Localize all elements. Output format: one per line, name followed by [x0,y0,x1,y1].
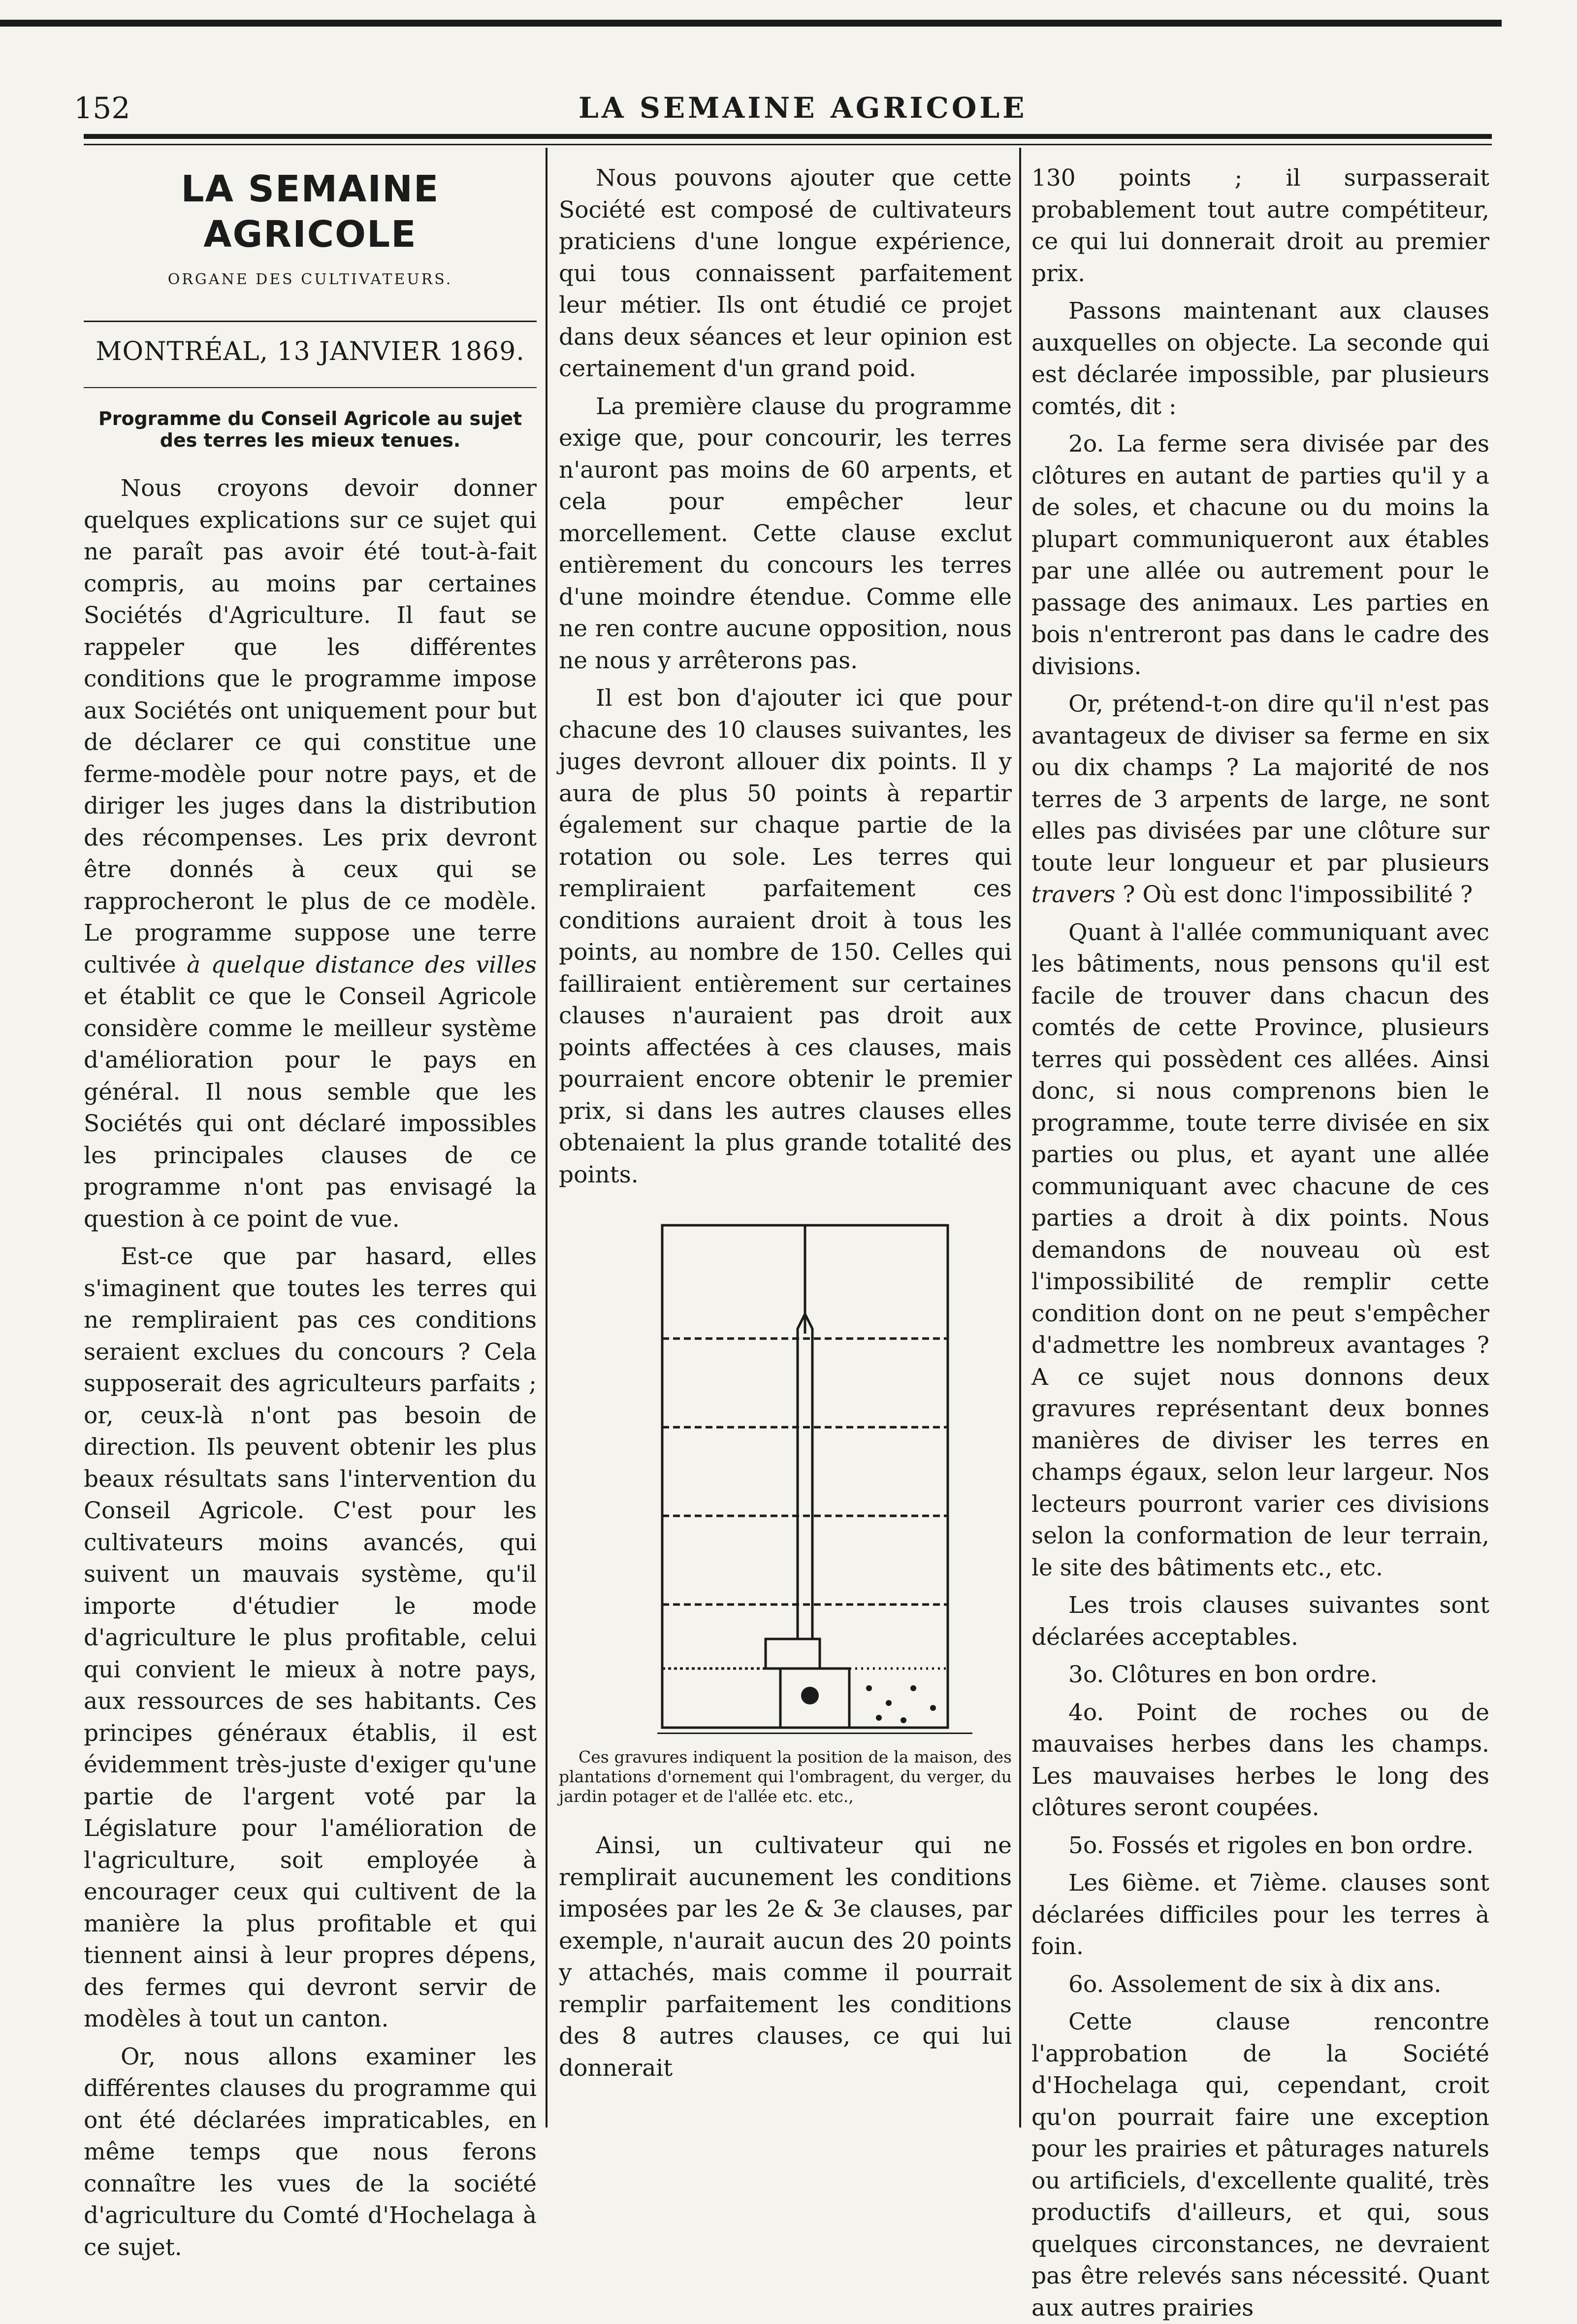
paragraph: 3o. Clôtures en bon ordre. [1068,1661,1378,1688]
column-3 [1031,163,1489,2322]
kitchen-garden [662,1669,780,1728]
paragraph: Les 6ième. et 7ième. clauses sont déclarées difficiles pour les terres à foin. [1031,1869,1489,1960]
figure-caption: Ces gravures indiquent la position de la maison, des plantations d'ornement qui l'ombragent, du verger, du jardin potager et de l'allée etc. etc., [559,1747,1012,1806]
paragraph: Ainsi, un cultivateur qui ne remplirait aucunement les conditions imposées par les 2e & 3e clauses, par exemple, n'aurait aucun des 20 points y attachés, mais comme il pourrait remplir parfaitement les conditions des 8 autres clauses, ce qui lui donnerait [559,1832,1012,2082]
paragraph: Or, prétend-t-on dire qu'il n'est pas avantageux de diviser sa ferme en six ou dix champs ? La majorité de nos terres de 3 arpents de large, ne sont elles pas divisées par une clôture sur toute leur longueur et par plusieurs travers ? Où est donc l'impossibilité ? [1031,690,1489,908]
paragraph: Quant à l'allée communiquant avec les bâtiments, nous pensons qu'il est facile de trouver dans chacun des comtés de cette Province, plusieurs terres qui possèdent ces allées. Ainsi donc, si nous comprenons bien le programme, toute terre divisée en six parties ou plus, et ayant une allée communiquant avec chacune de ces parties a droit à dix points. Nous demandons de nouveau où est l'impossibilité de remplir cette condition dont on ne peut s'empêcher d'admettre les nombreux avantages ? A ce sujet nous donnons deux gravures représentant deux bonnes manières de diviser les terres en champs égaux, selon leur largeur. Nos lecteurs pourront varier ces divisions selon la conformation de leur terrain, le site des bâtiments etc., etc. [1031,918,1489,1581]
paragraph: Est-ce que par hasard, elles s'imaginent que toutes les terres qui ne rempliraient pas ces conditions seraient exclues du concours ? Cela supposerait des agriculteurs parfaits ; or, ceux-là n'ont pas besoin de direction. Ils peuvent obtenir les plus beaux résultats sans l'intervention du Conseil Agricole. C'est pour les cultivateurs moins avancés, qui suivent un mauvais système, qu'il importe d'étudier le mode d'agriculture le plus profitable, celui qui convient le mieux à notre pays, aux ressources de ses habitants. Ces principes généraux établis, il est évidemment très-juste d'exiger qu'une partie de l'argent voté par la Législature pour l'amélioration de l'agriculture, soit employée à encourager ceux qui cultivent de la manière la plus profitable et qui tiennent ainsi à leur propres dépens, des fermes qui devront servir de modèles à tout un canton. [84,1243,537,2032]
paragraph: Nous croyons devoir donner quelques explications sur ce sujet qui ne paraît pas avoir été tout-à-fait compris, au moins par certaines Sociétés d'Agriculture. Il faut se rappeler que les différentes conditions que le programme impose aux Sociétés ont uniquement pour but de déclarer ce qui constitue une ferme-modèle pour notre pays, et de diriger les juges dans la distribution des récompenses. Les prix devront être donnés à ceux qui se rapprocheront le plus de ce modèle. Le programme suppose une terre cultivée à quelque distance des villes et établit ce que le Conseil Agricole considère comme le meilleur système d'amélioration pour le pays en général. Il nous semble que les Sociétés qui ont déclaré impossibles les principales clauses de ce programme n'ont pas envisagé la question à ce point de vue. [84,475,537,1233]
masthead-rule [84,321,537,322]
paragraph: 4o. Point de roches ou de mauvaises herbes dans les champs. Les mauvaises herbes le long des clôtures seront coupées. [1031,1699,1489,1821]
paragraph: 2o. La ferme sera divisée par des clôtures en autant de parties qu'il y a de soles, et chacune ou du moins la plupart communiqueront aux étables par une allée ou autrement pour le passage des animaux. Les parties en bois n'entreront pas dans le cadre des divisions. [1031,430,1489,680]
header-rule-thin [84,144,1492,145]
header-rule [84,134,1492,139]
masthead-subtitle: ORGANE DES CULTIVATEURS. [167,271,453,288]
paragraph: 130 points ; il surpasserait probablement tout autre compétiteur, ce qui lui donnerait droit au premier prix. [1031,164,1489,287]
column-1 [84,163,537,2261]
article-heading: Programme du Conseil Agricole au sujet des terres les mieux tenues. [98,408,522,451]
column-divider [546,148,547,2128]
paragraph: La première clause du programme exige que, pour concourir, les terres n'auront pas moins de 60 arpents, et cela pour empêcher leur morcellement. Cette clause exclut entièrement du concours les terres d'une moindre étendue. Comme elle ne ren contre aucune opposition, nous ne nous y arrêterons pas. [559,393,1012,674]
house [766,1639,820,1669]
running-title: LA SEMAINE AGRICOLE [579,91,1028,125]
top-border [0,0,1577,47]
paragraph: Nous pouvons ajouter que cette Société est composé de cultivateurs praticiens d'une longue expérience, qui tous connaissent parfaitement leur métier. Ils ont étudié ce projet dans deux séances et leur opinion est certainement d'un grand poid. [559,164,1012,382]
page-number: 152 [74,91,130,126]
paragraph: Cette clause rencontre l'approbation de la Société d'Hochelaga qui, cependant, croit qu'on pourrait faire une exception pour les prairies et pâturages naturels ou artificiels, d'excellente qualité, très productifs d'ailleurs, et qui, sous quelques circonstances, ne devraient pas être relevés sans nécessité. Quant aux autres prairies [1031,2008,1489,2322]
column-2 [559,163,1012,2132]
paragraph: 5o. Fossés et rigoles en bon ordre. [1068,1832,1474,1859]
orchard [849,1669,948,1728]
column-divider [1019,148,1021,2128]
paragraph: Passons maintenant aux clauses auxquelles on objecte. La seconde qui est déclarée impossible, par plusieurs comtés, dit : [1031,297,1489,420]
paragraph: Or, nous allons examiner les différentes clauses du programme qui ont été déclarées impraticables, en même temps que nous ferons connaître les vues de la société d'agriculture du Comté d'Hochelaga à ce sujet. [84,2043,537,2261]
masthead-title: LA SEMAINE AGRICOLE [181,168,440,256]
dateline-rule [84,387,537,388]
page-header [74,91,1492,135]
farm-plan-figure [598,1215,972,1737]
dateline: MONTRÉAL, 13 JANVIER 1869. [96,336,525,366]
paragraph: 6o. Assolement de six à dix ans. [1068,1970,1442,1998]
lane [798,1314,812,1639]
paragraph: Il est bon d'ajouter ici que pour chacune des 10 clauses suivantes, les juges devront allouer dix points. Il y aura de plus 50 points à repartir également sur chaque partie de la rotation ou sole. Les terres qui rempliraient parfaitement ces conditions auraient droit à tous les points, au nombre de 150. Celles qui failliraient entièrement sur certaines clauses n'auraient pas droit aux points affectées à ces clauses, mais pourraient encore obtenir le premier prix, si dans les autres clauses elles obtenaient la plus grande totalité des points. [559,685,1012,1188]
paragraph: Les trois clauses suivantes sont déclarées acceptables. [1031,1592,1489,1651]
